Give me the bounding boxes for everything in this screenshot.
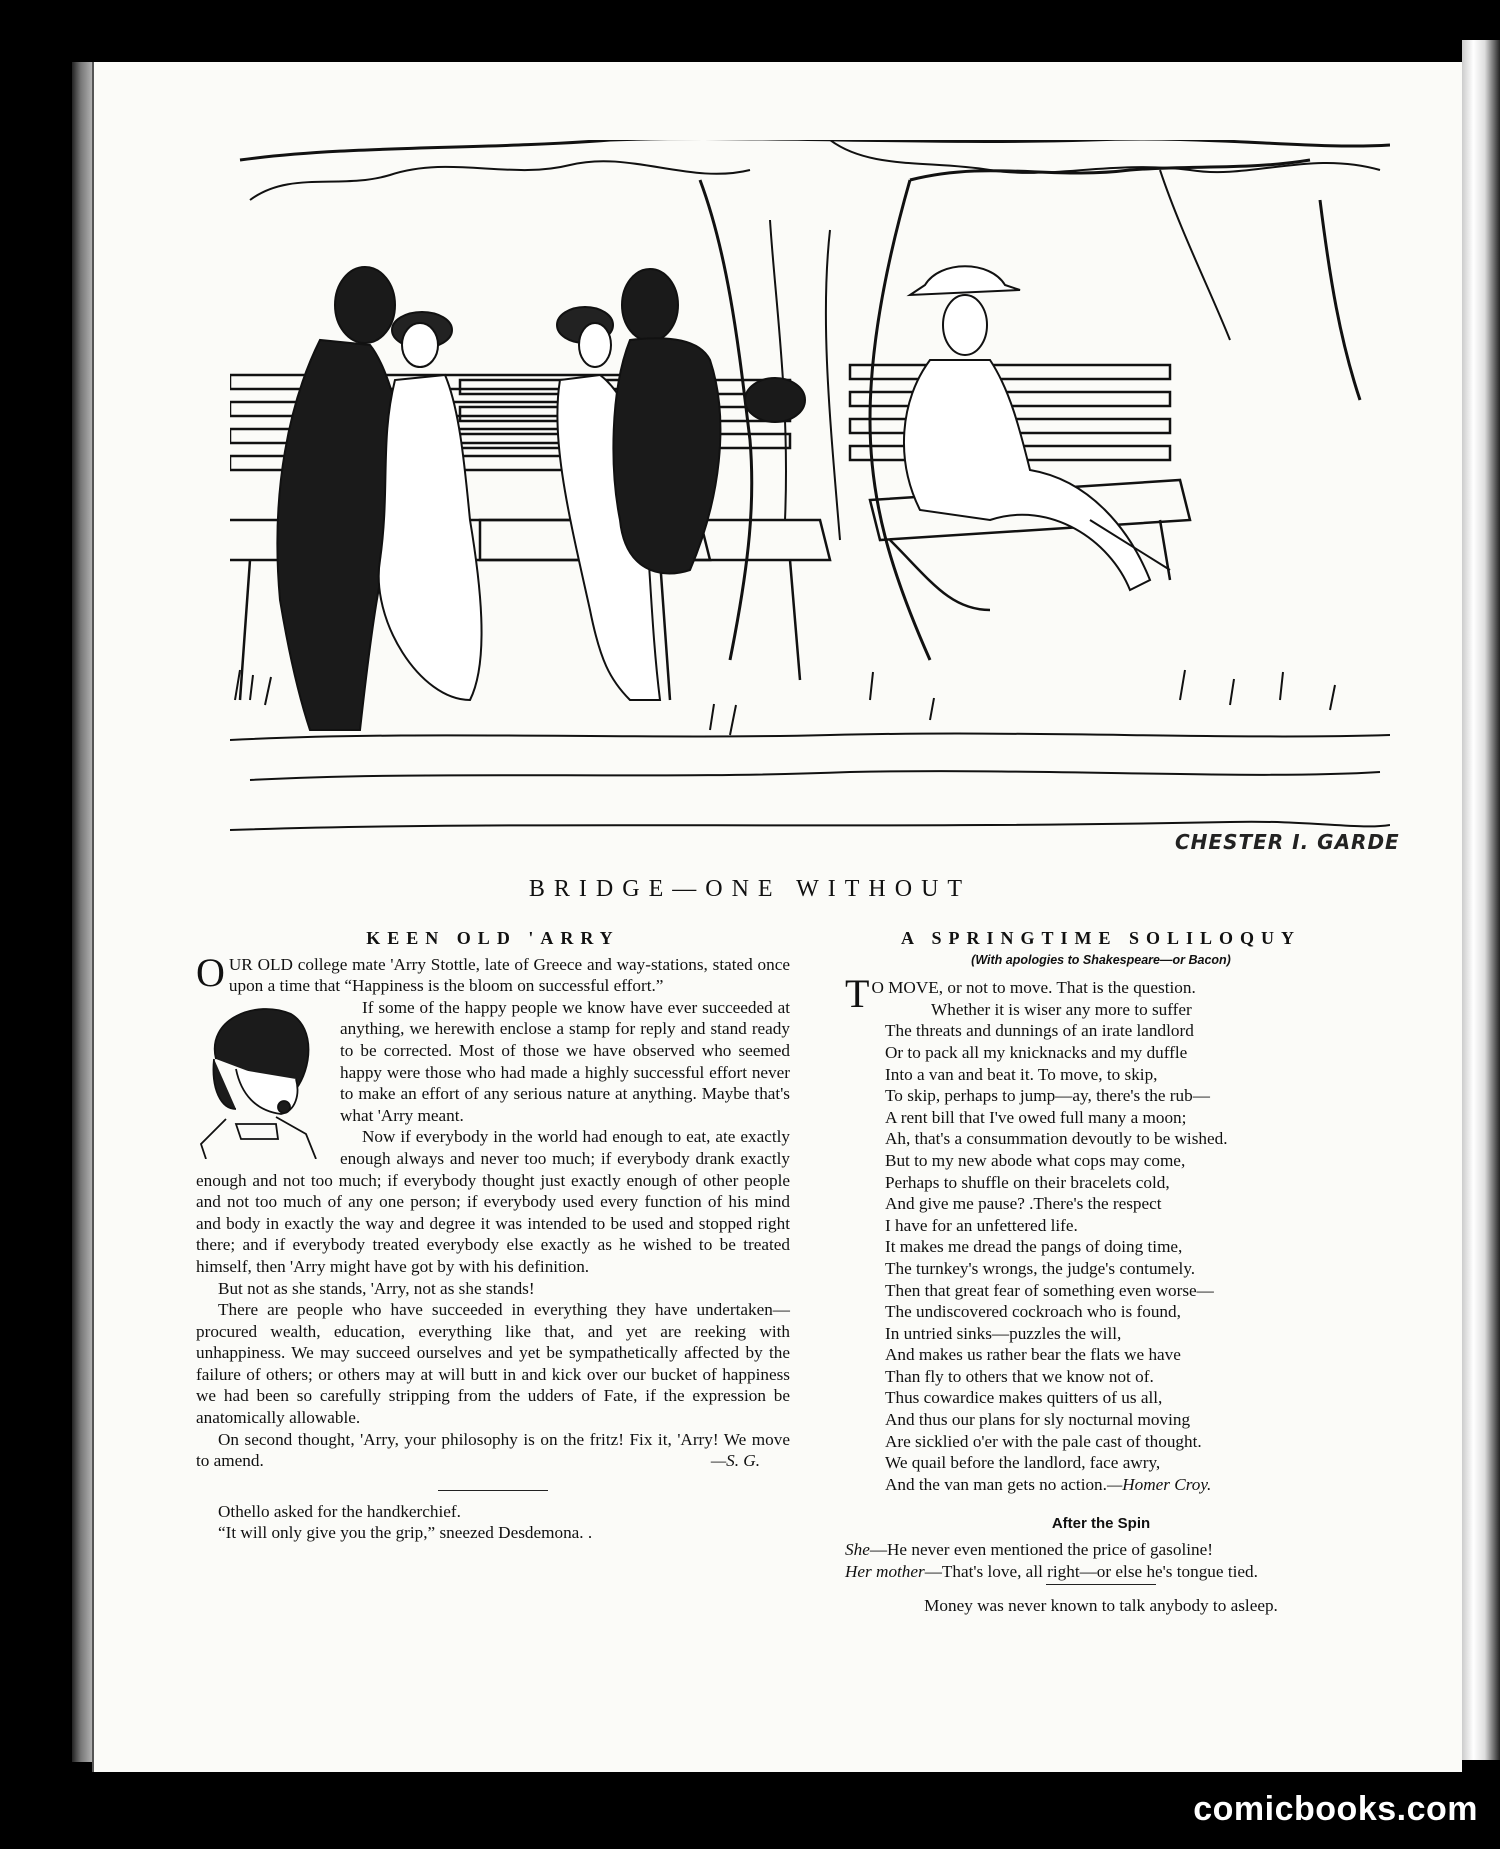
dialogue-line-mother <box>845 1561 1357 1583</box>
poem-line: But to my new abode what cops may come, <box>885 1150 1186 1170</box>
right-column <box>845 928 1357 1617</box>
speaker-label: Her mother <box>845 1561 925 1581</box>
poem-line: Whether it is wiser any more to suffer <box>931 999 1192 1019</box>
after-the-spin-title: After the Spin <box>1051 1515 1151 1533</box>
poem-line-last <box>845 1474 1357 1496</box>
poem-line: The threats and dunnings of an irate landlord <box>885 1021 1194 1041</box>
poem-line: A rent bill that I've owed full many a moon; <box>885 1107 1187 1127</box>
poem-line: Or to pack all my knicknacks and my duffle <box>885 1042 1188 1062</box>
joke-line-2: “It will only give you the grip,” sneezed Desdemona. . <box>218 1523 593 1543</box>
divider-rule <box>1046 1584 1156 1585</box>
poem-line: Perhaps to shuffle on their bracelets cold, <box>885 1172 1170 1192</box>
poem-line-text: And the van man gets no action. <box>885 1474 1107 1494</box>
paragraph-text: UR OLD college mate 'Arry Stottle, late of Greece and way-stations, stated once upon a time that “Happiness is the bloom on successful effort.” <box>228 954 790 996</box>
poem-subtitle: (With apologies to Shakespeare—or Bacon) <box>971 952 1231 967</box>
left-column <box>196 928 790 1544</box>
poem-body <box>845 971 1357 1495</box>
park-bench-illustration <box>230 140 1390 860</box>
poem-line: The undiscovered cockroach who is found, <box>885 1302 1181 1322</box>
article-paragraph-3: Now if everybody in the world had enough to eat, ate exactly enough always and never too much; if everybody drank exactly enough and not too much; if everybody thought just exactly enough of other people and not too much of any one person; if everybody used every function of his mind and body in exactly the way and degree it was intended to be used and stopped right there; and if everybody treated everybody else exactly as he wished to be treated himself, then 'Arry might have got by with his definition. <box>196 1127 790 1276</box>
poem-line: We quail before the landlord, face awry, <box>885 1453 1161 1473</box>
poem-line: It makes me dread the pangs of doing time, <box>885 1237 1183 1257</box>
poem-line: In untried sinks—puzzles the will, <box>885 1323 1122 1343</box>
article-paragraph-6 <box>196 1429 790 1472</box>
drop-cap: O <box>196 949 225 995</box>
poem-title: A SPRINGTIME SOLILOQUY <box>900 928 1302 948</box>
article-paragraph-2: If some of the happy people we know have ever succeeded at anything, we herewith enclose a stamp for reply and stand ready to be corrected. Most of those we have observed who seemed happy were those who had made a highly successful effort never to make an effort of any serious nature at anything. Maybe that's what 'Arry meant. <box>340 997 790 1125</box>
poem-line: Thus cowardice makes quitters of us all, <box>885 1388 1163 1408</box>
dialogue-text: —That's love, all right—or else he's tongue tied. <box>924 1561 1258 1581</box>
poem-line: Into a van and beat it. To move, to skip, <box>885 1064 1158 1084</box>
poem-author: —Homer Croy. <box>1106 1474 1212 1494</box>
poem-line: Ah, that's a consummation devoutly to be wished. <box>885 1129 1228 1149</box>
author-initials: —S. G. <box>710 1451 760 1471</box>
article-title-keen-old-arry: KEEN OLD 'ARRY <box>366 928 620 948</box>
poem-line: Are sicklied o'er with the pale cast of thought. <box>885 1431 1202 1451</box>
poem-line-text: O MOVE, or not to move. That is the question. <box>871 978 1196 998</box>
poem-line: And makes us rather bear the flats we have <box>885 1345 1181 1365</box>
dialogue-line-she <box>845 1539 1357 1561</box>
illustration-caption: BRIDGE—ONE WITHOUT <box>528 876 972 902</box>
money-quip: Money was never known to talk anybody to asleep. <box>924 1596 1278 1616</box>
poem-drop-cap: T <box>845 971 870 1017</box>
article-paragraph-5: There are people who have succeeded in everything they have undertaken—procured wealth, education, everything like that, and yet are reeking with unhappiness. We may succeed ourselves and yet be sympathetically affected by the failure of others; or others may at will butt in and kick over our bucket of happiness we had been so carefully stripping from the udders of Fate, if the expression be anatomically allowable. <box>196 1300 790 1428</box>
poem-line: I have for an unfettered life. <box>885 1215 1078 1235</box>
site-watermark: comicbooks.com <box>1193 1790 1478 1828</box>
dialogue-text: —He never even mentioned the price of gasoline! <box>869 1540 1213 1560</box>
poem-line: Than fly to others that we know not of. <box>885 1366 1154 1386</box>
article-paragraph-1 <box>196 949 790 997</box>
poem-line: And give me pause? .There's the respect <box>885 1194 1162 1214</box>
poem-line: To skip, perhaps to jump—ay, there's the rub— <box>885 1086 1210 1106</box>
paragraph-text: On second thought, 'Arry, your philosophy is on the fritz! Fix it, 'Arry! We move to amend. <box>196 1429 790 1471</box>
speaker-label: She <box>845 1540 870 1560</box>
poem-line: And thus our plans for sly nocturnal moving <box>885 1410 1191 1430</box>
poem-line: The turnkey's wrongs, the judge's contumely. <box>885 1258 1196 1278</box>
poem-line: Then that great fear of something even worse— <box>885 1280 1214 1300</box>
divider-rule <box>438 1490 548 1491</box>
page-gutter-shadow <box>72 62 94 1762</box>
woman-portrait-sketch <box>196 999 328 1159</box>
artist-signature: CHESTER I. GARDE <box>1175 830 1400 854</box>
joke-line-1: Othello asked for the handkerchief. <box>218 1501 461 1521</box>
article-paragraph-4: But not as she stands, 'Arry, not as she stands! <box>218 1278 535 1298</box>
